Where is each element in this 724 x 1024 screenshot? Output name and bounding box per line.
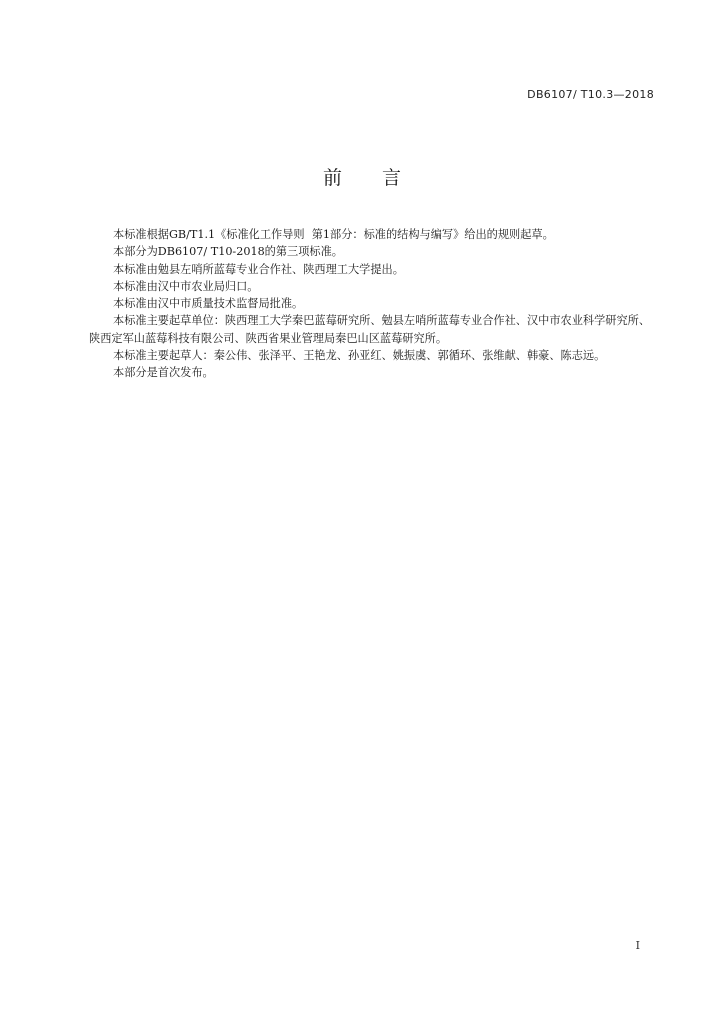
foreword-paragraph: 本标准主要起草人：秦公伟、张泽平、王艳龙、孙亚红、姚振虞、郭循环、张维献、韩豪、陈志远。 — [113, 349, 606, 363]
page-number: I — [635, 939, 640, 952]
section-title: 前言 — [322, 167, 441, 189]
foreword-paragraph: 本部分是首次发布。 — [113, 366, 214, 380]
foreword-paragraph: 本标准由汉中市农业局归口。 — [113, 279, 259, 293]
foreword-paragraph: 本标准由汉中市质量技术监督局批准。 — [113, 297, 304, 311]
document-code: DB6107/ T10.3—2018 — [527, 88, 654, 101]
foreword-body — [89, 226, 657, 382]
foreword-paragraph: 本部分为DB6107/ T10-2018的第三项标准。 — [113, 245, 343, 259]
foreword-paragraph: 本标准根据GB/T1.1《标准化工作导则 第1部分：标准的结构与编写》给出的规则起草。 — [113, 228, 554, 241]
foreword-paragraph: 本标准由勉县左哨所蓝莓专业合作社、陕西理工大学提出。 — [113, 262, 404, 276]
foreword-paragraph: 本标准主要起草单位：陕西理工大学秦巴蓝莓研究所、勉县左哨所蓝莓专业合作社、汉中市农业科学研究所、陕西定军山蓝莓科技有限公司、陕西省果业管理局秦巴山区蓝莓研究所。 — [89, 314, 651, 345]
